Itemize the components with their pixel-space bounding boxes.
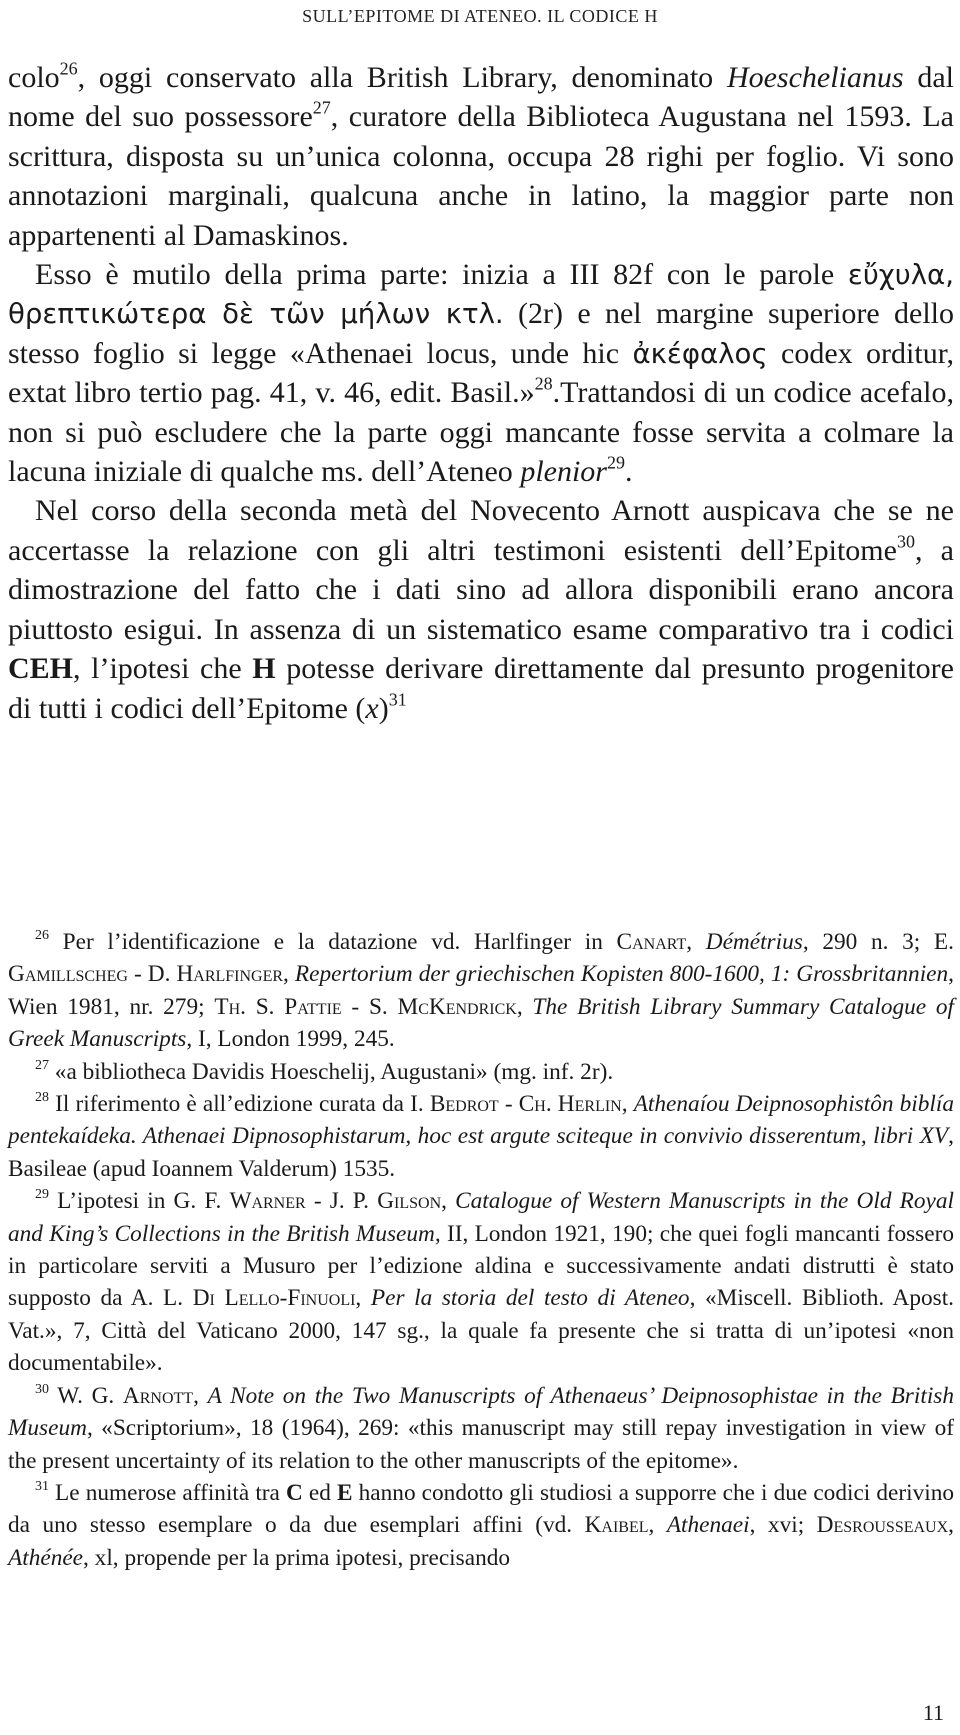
text-segment: - S. [341,993,398,1020]
footnote-ref-29: 29 [606,452,625,473]
page-number: 11 [922,1700,944,1725]
footnote-number: 31 [35,1479,49,1495]
footnote-30 [8,1380,954,1477]
text-segment: . [545,1091,558,1118]
text-segment: . [624,455,633,489]
italic-term: Hoeschelianus [726,61,904,94]
text-segment: L’ipotesi in G. F. [48,1188,230,1215]
author-name: Herlin [557,1091,622,1118]
footnote-number: 27 [35,1057,49,1073]
text-segment: codex orditur, extat libro tertio pag. 41, v. 46, edit. Basil.» [8,336,954,410]
text-segment: , [621,1091,634,1118]
author-name: Canart [616,929,687,955]
author-name: Di Lello-Finuoli [192,1285,356,1312]
text-segment: Nel corso della seconda metà del Novecento Arnott auspicava che se ne accertasse la relazione con gli altri testimoni esistenti dell’Epitome [8,494,954,567]
text-segment: , Basileae (apud Ioannem Valderum) 1535. [8,1123,954,1182]
text-segment: Le numerose affinità tra [48,1479,286,1506]
text-segment: Il riferimento è all’edizione curata da I. [48,1091,430,1118]
italic-title: Per la storia del testo di Ateneo [370,1285,690,1312]
greek-quote: εὔχυλα, θρεπτικώτερα δὲ τῶν μήλων κτλ. [8,258,954,331]
text-segment: Esso è mutilo della prima parte: inizia a III 82f con le parole [35,258,848,292]
italic-title: Repertorium der griechischen Kopisten 800-1600, 1: Grossbritannien [294,961,949,988]
running-head: SULL’EPITOME DI ATENEO. IL CODICE H [302,6,658,26]
author-name: Bedrot [429,1091,499,1118]
italic-title: Athenaei [666,1512,750,1539]
text-segment: , l’ipotesi che [73,652,253,686]
footnote-28 [8,1088,954,1185]
author-name: Ch [518,1091,546,1118]
text-segment: , xl, propende per la prima ipotesi, precisando [83,1544,511,1571]
text-segment: , [355,1285,371,1312]
bold-sigla: H [252,652,276,686]
text-segment: potesse derivare direttamente dal presunto progenitore di tutti i codici dell’Epitome ( [8,652,954,725]
text-segment: - [498,1091,519,1118]
text-segment: - D. [127,961,177,988]
text-segment: W. G. [48,1382,123,1409]
italic-title: Athénée [8,1544,84,1571]
text-segment: , Wien 1981, nr. 279; [8,961,954,1020]
text-segment: , [686,929,706,955]
italic-title: Catalogue of Western Manuscripts in the Old Royal and King’s Collections in the British Museum, [8,1188,955,1247]
text-segment: colo [8,61,60,94]
bold-sigla: E [337,1479,353,1506]
greek-word: ἀκέφαλος [632,336,768,370]
text-segment: , [516,993,533,1020]
footnote-number: 26 [35,928,49,944]
text-segment: , a dimostrazione del fatto che i dati sino ad allora disponibili erano ancora piuttosto esigui. In assenza di un sistematico esame comparativo tra i codici [8,533,954,646]
text-segment: , [648,1512,667,1539]
author-name: Th [214,993,241,1020]
author-name: McKendrick [397,993,517,1020]
main-text [8,58,954,728]
footnote-31 [8,1477,954,1574]
text-segment: dal nome del suo possessore [8,61,954,134]
footnote-number: 28 [35,1090,49,1106]
text-segment: .Trattandosi di un codice acefalo, non si può escludere che la parte oggi mancante fosse servita a colmare la lacuna iniziale di qualche ms. dell’Ateneo [8,376,954,489]
text-segment: , [193,1382,208,1409]
bold-sigla: C [286,1479,303,1506]
text-segment: «a bibliotheca Davidis Hoeschelij, Augustani» (mg. inf. 2r). [48,1058,614,1085]
text-segment: . S. [240,993,285,1020]
text-segment: II, London 1921, 190; che quei fogli mancanti fossero in particolare serviti a Musuro per l’edizione aldina e successivamente andati distrutti è stato supposto da A. L. [8,1220,954,1312]
text-segment: , curatore della Biblioteca Augustana nel 1593. La scrittura, disposta su un’unica colonna, occupa 28 righi per foglio. Vi sono annotazioni marginali, qualcuna anche in latino, la maggior parte non appartenenti al Damaskinos. [8,100,954,252]
text-segment: , 290 n. 3; E. [802,929,954,955]
paragraph-1 [8,58,954,255]
author-name: Gamillscheg [8,961,128,988]
bold-sigla: CEH [8,652,74,686]
author-name: Desrousseaux [816,1512,949,1539]
footnote-27 [8,1056,954,1088]
footnote-ref-26: 26 [59,58,78,79]
author-name: Gilson [377,1188,442,1215]
text-segment: , [948,1512,954,1539]
author-name: Warner [229,1188,306,1215]
text-segment: (2r) e nel margine superiore dello stesso foglio si legge «Athenaei locus, unde hic [8,297,954,370]
footnote-ref-31: 31 [388,688,407,709]
footnote-29 [8,1185,954,1379]
text-segment: hanno condotto gli studiosi a supporre che i due codici derivino da uno stesso esemplare o da due esemplari affini (vd. [8,1479,954,1539]
italic-title: A Note on the Two Manuscripts of Athenaeus’ Deipnosophistae in the British Museum [8,1382,955,1442]
text-segment: , [283,961,295,988]
footnotes [8,926,954,1574]
italic-term: x [365,691,379,725]
footnote-ref-30: 30 [896,531,915,552]
text-segment: , I, London 1999, 245. [186,1026,395,1053]
footnote-number: 29 [35,1187,49,1203]
footnote-26 [8,926,954,1056]
author-name: Pattie [284,993,342,1020]
italic-title: Athenaíou Deipnosophistôn biblía pentekaídeka. Athenaei Dipnosophistarum, hoc est argute sciteque in convivio disserentum, libri XV [8,1091,954,1150]
text-segment: ed [302,1479,338,1506]
text-segment: , oggi conservato alla British Library, denominato [77,61,727,94]
footnote-ref-28: 28 [534,373,553,394]
text-segment: , «Scriptorium», 18 (1964), 269: «this manuscript may still repay investigation in view of the present uncertainty of its relation to the other manuscripts of the epitome». [8,1415,954,1474]
paragraph-3 [8,491,954,727]
author-name: Kaibel [584,1512,649,1539]
text-segment: - J. P. [305,1188,378,1215]
author-name: Arnott [122,1382,194,1409]
italic-title: Démétrius [705,929,803,955]
text-segment: Per l’identificazione e la datazione vd. Harlfinger in [48,929,617,955]
author-name: Harlfinger [176,961,284,988]
text-segment: , xvi; [749,1512,817,1539]
text-segment: , «Miscell. Biblioth. Apost. Vat.», 7, Città del Vaticano 2000, 147 sg., la quale fa presente che si tratta di un’ipotesi «non documentabile». [8,1285,954,1377]
text-segment: ) [378,691,389,725]
italic-title: The British Library Summary Catalogue of Greek Manuscripts [8,993,954,1053]
paragraph-2 [8,255,954,491]
text-segment: , [441,1188,456,1215]
footnote-ref-27: 27 [312,97,331,118]
italic-term: plenior [520,455,607,489]
footnote-number: 30 [35,1381,49,1397]
